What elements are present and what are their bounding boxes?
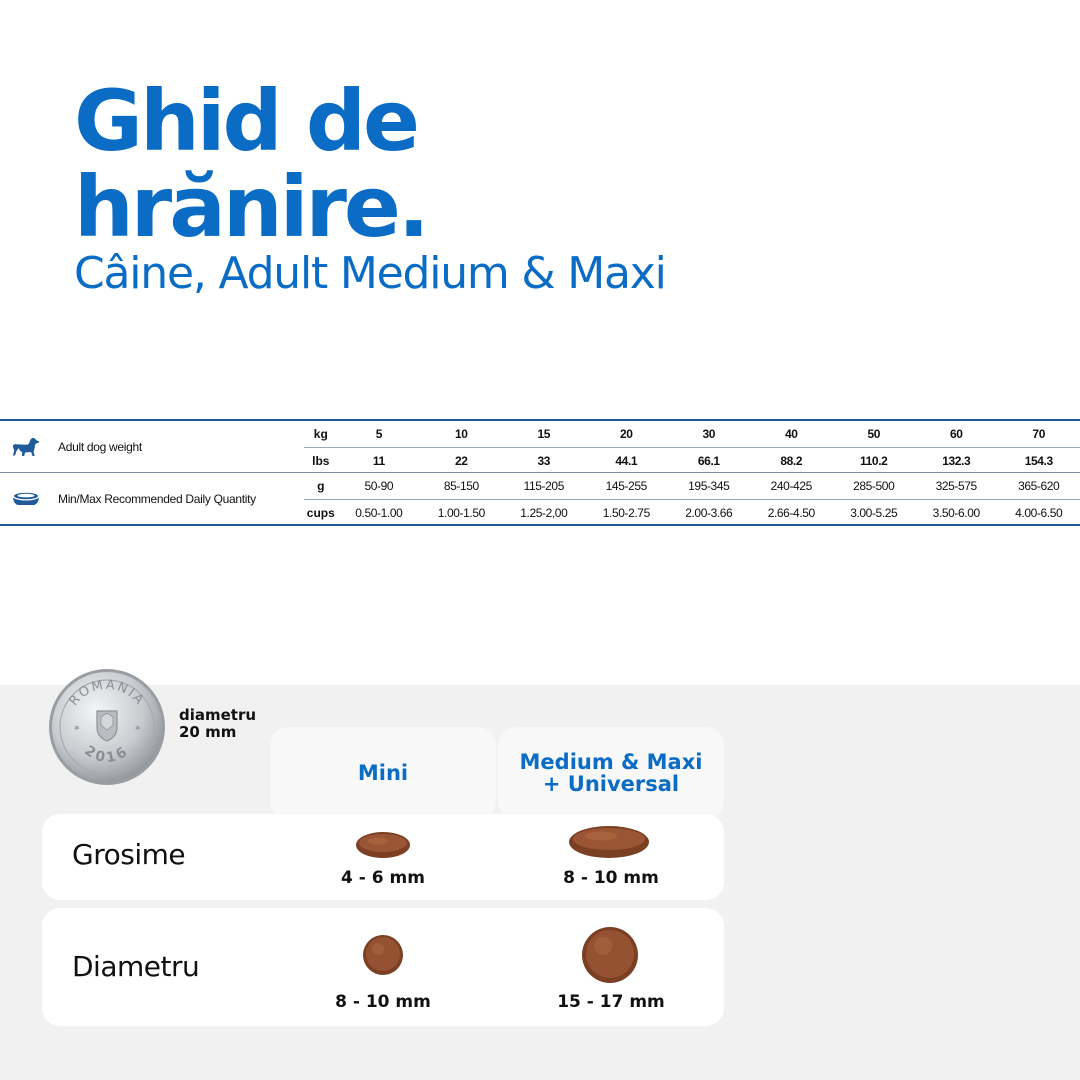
cups-cell: 1.25-2,00: [520, 505, 568, 520]
column-header-mini-label: Mini: [357, 761, 409, 785]
thickness-row-card: [42, 814, 724, 900]
food-bowl-icon: [12, 491, 44, 507]
grams-cell: 195-345: [688, 478, 730, 493]
kg-cell: 60: [949, 426, 963, 441]
grams-unit: g: [317, 478, 325, 493]
kg-cell: 10: [455, 426, 468, 441]
cups-cell: 2.66-4.50: [767, 505, 815, 520]
maxi-kibble-side-icon: [568, 824, 650, 860]
grams-cell: 285-500: [853, 478, 895, 493]
coin-inscription: ROMANIA: [66, 677, 148, 709]
quantity-label: Min/Max Recommended Daily Quantity: [58, 491, 256, 506]
kg-unit: kg: [313, 426, 328, 441]
column-header-maxi-line-1: Medium & Maxi: [519, 750, 703, 774]
grams-row: [304, 473, 1080, 498]
lbs-cell: 154.3: [1024, 453, 1053, 468]
diameter-maxi-value: 15 - 17 mm: [557, 992, 665, 1012]
kg-row: [304, 421, 1080, 446]
cups-row: [304, 499, 1080, 525]
cups-cell: 3.00-5.25: [850, 505, 898, 520]
grams-cell: 145-255: [605, 478, 647, 493]
cups-cell: 4.00-6.50: [1015, 505, 1063, 520]
cups-cell: 1.50-2.75: [602, 505, 650, 520]
feeding-table: [0, 419, 1080, 526]
svg-text:✶: ✶: [73, 724, 81, 734]
lbs-row: [304, 447, 1080, 473]
column-header-medium-maxi: [498, 727, 724, 819]
grams-cell: 85-150: [443, 478, 479, 493]
cups-cell: 2.00-3.66: [685, 505, 733, 520]
diameter-row-card: [42, 908, 724, 1026]
lbs-cell: 66.1: [697, 453, 720, 468]
thickness-maxi-value: 8 - 10 mm: [563, 868, 659, 888]
cups-cell: 0.50-1.00: [355, 505, 403, 520]
mini-kibble-top-icon: [362, 934, 404, 976]
grams-cell: 365-620: [1018, 478, 1060, 493]
grams-cell: 50-90: [364, 478, 394, 493]
cups-cell: 1.00-1.50: [437, 505, 485, 520]
column-header-mini: [270, 727, 496, 819]
lbs-unit: lbs: [312, 453, 330, 468]
kg-cell: 15: [537, 426, 551, 441]
diameter-label: Diametru: [72, 950, 200, 983]
column-header-maxi-line-2: + Universal: [542, 772, 680, 796]
lbs-cell: 110.2: [860, 453, 888, 468]
kg-cell: 50: [867, 426, 881, 441]
weight-label: Adult dog weight: [58, 439, 142, 454]
thickness-label: Grosime: [72, 838, 186, 871]
kg-cell: 20: [620, 426, 633, 441]
page-title: [74, 72, 427, 256]
lbs-cell: 132.3: [942, 453, 971, 468]
weight-label-group: [12, 421, 302, 472]
lbs-cell: 44.1: [615, 453, 638, 468]
title-line-1: Ghid de: [74, 72, 418, 170]
coin-year: 2016: [81, 742, 133, 767]
kg-cell: 30: [702, 426, 716, 441]
lbs-cell: 22: [455, 453, 468, 468]
coin-note-line-2: 20 mm: [179, 723, 237, 741]
grams-cell: 240-425: [770, 478, 812, 493]
svg-text:✶: ✶: [134, 724, 142, 734]
quantity-label-group: [12, 473, 302, 524]
maxi-kibble-top-icon: [581, 926, 639, 984]
romanian-coin-icon: [47, 667, 167, 791]
dog-icon: [12, 436, 44, 458]
lbs-cell: 33: [537, 453, 551, 468]
page-subtitle: Câine, Adult Medium & Maxi: [74, 248, 666, 299]
kg-cell: 40: [784, 426, 798, 441]
diameter-mini-value: 8 - 10 mm: [335, 992, 431, 1012]
lbs-cell: 88.2: [780, 453, 803, 468]
grams-cell: 115-205: [523, 478, 564, 493]
quantity-block: [0, 472, 1080, 524]
kg-cell: 70: [1032, 426, 1045, 441]
mini-kibble-side-icon: [355, 830, 411, 860]
coin-diameter-note: [179, 707, 256, 741]
grams-cell: 325-575: [935, 478, 977, 493]
cups-unit: cups: [306, 505, 335, 520]
lbs-cell: 11: [372, 453, 385, 468]
weight-block: [0, 421, 1080, 472]
thickness-mini-value: 4 - 6 mm: [341, 868, 425, 888]
cups-cell: 3.50-6.00: [932, 505, 980, 520]
title-line-2: hrănire.: [74, 158, 427, 256]
coin-note-line-1: diametru: [179, 706, 257, 724]
kg-cell: 5: [375, 426, 382, 441]
